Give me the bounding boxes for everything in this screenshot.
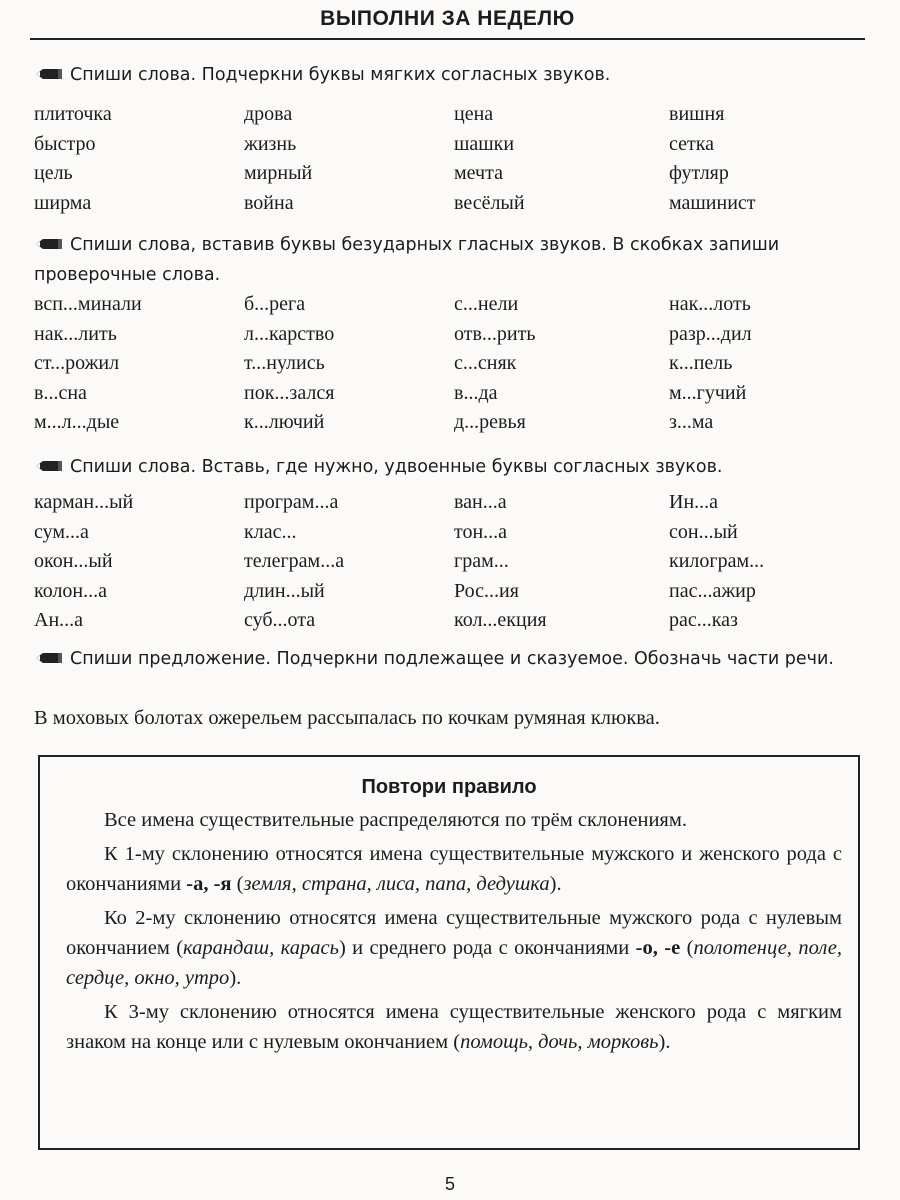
word-item: цель bbox=[34, 162, 73, 184]
word-item: Ин...а bbox=[669, 491, 719, 513]
word-item: Рос...ия bbox=[454, 579, 519, 602]
word-item: Ан...а bbox=[34, 609, 84, 631]
word-item: ст...рожил bbox=[34, 352, 120, 374]
word-item: сон...ый bbox=[669, 520, 738, 543]
word-item: телеграм...а bbox=[244, 550, 345, 572]
task-3-word-grid bbox=[34, 488, 864, 636]
word-item: з...ма bbox=[669, 411, 714, 433]
pencil-icon bbox=[34, 458, 66, 474]
word-item: шашки bbox=[454, 132, 515, 155]
word-item: плиточка bbox=[34, 103, 112, 125]
word-item: килограм... bbox=[669, 550, 765, 572]
task-1-word-grid bbox=[34, 100, 864, 218]
rule-paragraph-1: Все имена существительные распределяются по трём склонениям. bbox=[104, 809, 687, 831]
task-4-instruction bbox=[34, 644, 866, 674]
task-2-instruction bbox=[34, 230, 866, 290]
rule-paragraph-4: К 3-му склонению относятся имена существительные женского рода с мягким знаком на конце или с нулевым окончанием (помощь, дочь, морковь). bbox=[66, 1001, 842, 1053]
task-2-word-grid bbox=[34, 290, 864, 438]
word-item: длин...ый bbox=[244, 579, 325, 602]
word-item: вишня bbox=[669, 103, 725, 125]
word-item: пок...зался bbox=[244, 381, 335, 404]
word-item: колон...а bbox=[34, 579, 107, 602]
word-item: с...сняк bbox=[454, 352, 517, 374]
word-item: в...да bbox=[454, 381, 498, 404]
word-item: м...л...дые bbox=[34, 411, 120, 433]
pencil-icon bbox=[34, 650, 66, 666]
task-4-text: Спиши предложение. Подчеркни подлежащее и сказуемое. Обозначь части речи. bbox=[70, 649, 834, 669]
word-item: ван...а bbox=[454, 491, 507, 513]
task-1-instruction bbox=[34, 60, 866, 90]
task-3-instruction bbox=[34, 452, 866, 482]
word-item: суб...ота bbox=[244, 609, 316, 631]
word-item: весёлый bbox=[454, 191, 525, 214]
page-header: ВЫПОЛНИ ЗА НЕДЕЛЮ bbox=[30, 0, 865, 40]
word-item: тон...а bbox=[454, 520, 508, 543]
rule-paragraph-2: К 1-му склонению относятся имена существительные мужского и женского рода с окончаниями -а, -я (земля, страна, лиса, папа, дедушка). bbox=[66, 843, 842, 895]
word-item: мечта bbox=[454, 162, 503, 184]
word-item: пас...ажир bbox=[669, 579, 756, 602]
word-item: програм...а bbox=[244, 491, 339, 513]
task-4-sentence: В моховых болотах ожерельем рассыпалась по кочкам румяная клюква. bbox=[34, 707, 660, 729]
word-item: быстро bbox=[34, 132, 96, 155]
word-item: к...пель bbox=[669, 352, 733, 374]
word-item: грам... bbox=[454, 550, 509, 572]
word-item: т...нулись bbox=[244, 352, 325, 374]
rule-title: Повтори правило bbox=[361, 776, 537, 798]
word-item: сум...а bbox=[34, 520, 89, 543]
rule-box bbox=[38, 755, 860, 1150]
word-item: с...нели bbox=[454, 293, 519, 315]
word-item: клас... bbox=[244, 520, 297, 543]
rule-text bbox=[66, 805, 842, 1061]
word-item: разр...дил bbox=[669, 322, 752, 345]
word-item: л...карство bbox=[244, 322, 335, 345]
page-number: 5 bbox=[444, 1174, 455, 1194]
task-3-text: Спиши слова. Вставь, где нужно, удвоенные буквы согласных звуков. bbox=[70, 457, 723, 477]
word-item: окон...ый bbox=[34, 550, 113, 572]
word-item: нак...лить bbox=[34, 322, 117, 345]
word-item: футляр bbox=[669, 162, 729, 184]
word-item: б...рега bbox=[244, 293, 306, 315]
word-item: машинист bbox=[669, 191, 756, 214]
word-item: рас...каз bbox=[669, 609, 738, 631]
word-item: отв...рить bbox=[454, 322, 536, 345]
pencil-icon bbox=[34, 236, 66, 252]
task-1-text: Спиши слова. Подчеркни буквы мягких согласных звуков. bbox=[70, 65, 611, 85]
word-item: война bbox=[244, 191, 294, 214]
word-item: ширма bbox=[34, 191, 92, 214]
word-item: к...лючий bbox=[244, 411, 325, 433]
word-item: мирный bbox=[244, 162, 313, 184]
task-2-text: Спиши слова, вставив буквы безударных гласных звуков. В скобках запиши проверочные слова. bbox=[34, 235, 780, 285]
word-item: сетка bbox=[669, 132, 715, 155]
word-item: кол...екция bbox=[454, 609, 547, 631]
word-item: дрова bbox=[244, 103, 293, 125]
word-item: в...сна bbox=[34, 381, 87, 404]
word-item: м...гучий bbox=[669, 381, 747, 404]
word-item: всп...минали bbox=[34, 293, 142, 315]
pencil-icon bbox=[34, 66, 66, 82]
word-item: нак...лоть bbox=[669, 293, 751, 315]
word-item: д...ревья bbox=[454, 411, 526, 433]
word-item: цена bbox=[454, 103, 494, 125]
rule-paragraph-3: Ко 2-му склонению относятся имена существительные мужского рода с нулевым окончанием (карандаш, карась) и среднего рода с окончаниями -о, -е (полотенце, поле, сердце, окно, утро). bbox=[66, 907, 842, 989]
word-item: жизнь bbox=[244, 132, 297, 155]
word-item: карман...ый bbox=[34, 491, 134, 513]
